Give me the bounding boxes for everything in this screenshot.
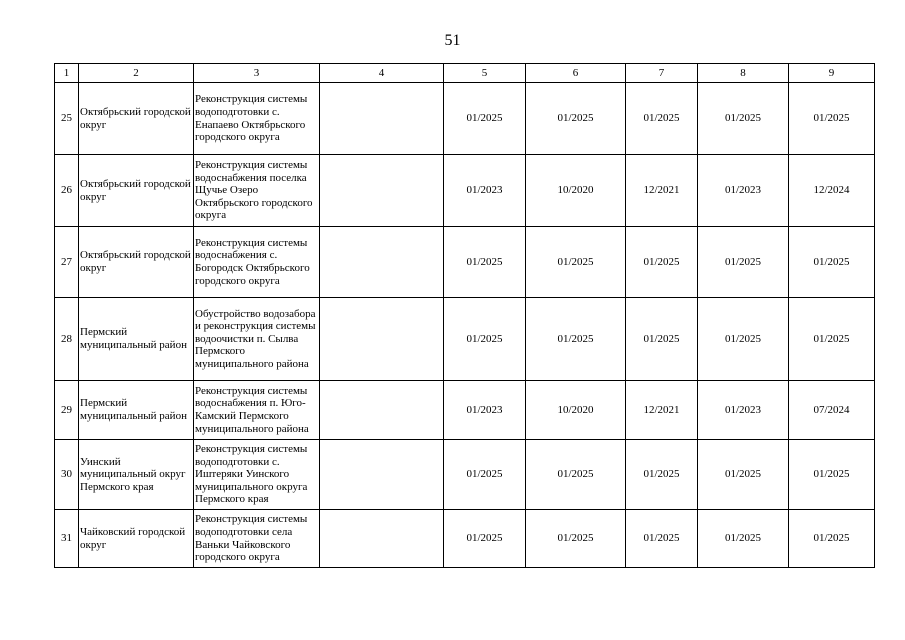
table-row [55,381,875,440]
object-cell: Обустройство водозабора и реконструкция системы водоочистки п. Сылва Пермского муниципального района [194,298,320,381]
date-cell: 01/2025 [626,510,698,568]
object-cell: Реконструкция системы водоподготовки с. Енапаево Октябрьского городского округа [194,83,320,155]
column-header: 2 [79,64,194,83]
date-cell: 01/2025 [789,298,875,381]
date-cell: 01/2025 [698,510,789,568]
row-number: 27 [55,227,79,298]
table-row [55,83,875,155]
date-cell: 01/2023 [444,155,526,227]
date-cell: 01/2025 [444,298,526,381]
column-header: 1 [55,64,79,83]
municipality-cell: Пермский муниципальный район [79,381,194,440]
empty-cell [320,510,444,568]
date-cell: 01/2025 [526,510,626,568]
page-number: 51 [444,32,461,49]
column-header: 8 [698,64,789,83]
date-cell: 01/2025 [444,227,526,298]
date-cell: 01/2023 [698,381,789,440]
data-table [54,63,875,568]
date-cell: 01/2025 [626,83,698,155]
date-cell: 01/2025 [526,83,626,155]
empty-cell [320,298,444,381]
table-row [55,298,875,381]
column-header: 7 [626,64,698,83]
date-cell: 01/2025 [698,440,789,510]
date-cell: 01/2025 [526,298,626,381]
object-cell: Реконструкция системы водоснабжения с. Богородск Октябрьского городского округа [194,227,320,298]
date-cell: 01/2023 [698,155,789,227]
empty-cell [320,227,444,298]
empty-cell [320,155,444,227]
date-cell: 01/2025 [698,83,789,155]
table-row [55,440,875,510]
date-cell: 01/2025 [526,440,626,510]
table-row [55,155,875,227]
empty-cell [320,381,444,440]
date-cell: 12/2024 [789,155,875,227]
table-header-row [55,64,875,83]
empty-cell [320,83,444,155]
date-cell: 01/2025 [698,227,789,298]
municipality-cell: Октябрьский городской округ [79,155,194,227]
column-header: 4 [320,64,444,83]
table-row [55,227,875,298]
row-number: 31 [55,510,79,568]
date-cell: 01/2025 [444,440,526,510]
row-number: 26 [55,155,79,227]
date-cell: 01/2025 [789,440,875,510]
municipality-cell: Чайковский городской округ [79,510,194,568]
row-number: 28 [55,298,79,381]
row-number: 25 [55,83,79,155]
empty-cell [320,440,444,510]
row-number: 30 [55,440,79,510]
municipality-cell: Уинский муниципальный округ Пермского края [79,440,194,510]
row-number: 29 [55,381,79,440]
column-header: 3 [194,64,320,83]
municipality-cell: Октябрьский городской округ [79,227,194,298]
date-cell: 01/2025 [789,510,875,568]
date-cell: 12/2021 [626,155,698,227]
object-cell: Реконструкция системы водоподготовки села Ваньки Чайковского городского округа [194,510,320,568]
column-header: 9 [789,64,875,83]
date-cell: 01/2025 [789,227,875,298]
date-cell: 01/2023 [444,381,526,440]
column-header: 5 [444,64,526,83]
object-cell: Реконструкция системы водоподготовки с. Иштеряки Уинского муниципального округа Пермского края [194,440,320,510]
municipality-cell: Пермский муниципальный район [79,298,194,381]
date-cell: 10/2020 [526,155,626,227]
object-cell: Реконструкция системы водоснабжения поселка Щучье Озеро Октябрьского городского округа [194,155,320,227]
date-cell: 01/2025 [626,298,698,381]
object-cell: Реконструкция системы водоснабжения п. Юго-Камский Пермского муниципального района [194,381,320,440]
date-cell: 01/2025 [626,440,698,510]
table-row [55,510,875,568]
date-cell: 07/2024 [789,381,875,440]
date-cell: 01/2025 [444,510,526,568]
date-cell: 01/2025 [789,83,875,155]
date-cell: 01/2025 [526,227,626,298]
date-cell: 01/2025 [698,298,789,381]
date-cell: 01/2025 [626,227,698,298]
date-cell: 12/2021 [626,381,698,440]
date-cell: 01/2025 [444,83,526,155]
municipality-cell: Октябрьский городской округ [79,83,194,155]
date-cell: 10/2020 [526,381,626,440]
column-header: 6 [526,64,626,83]
